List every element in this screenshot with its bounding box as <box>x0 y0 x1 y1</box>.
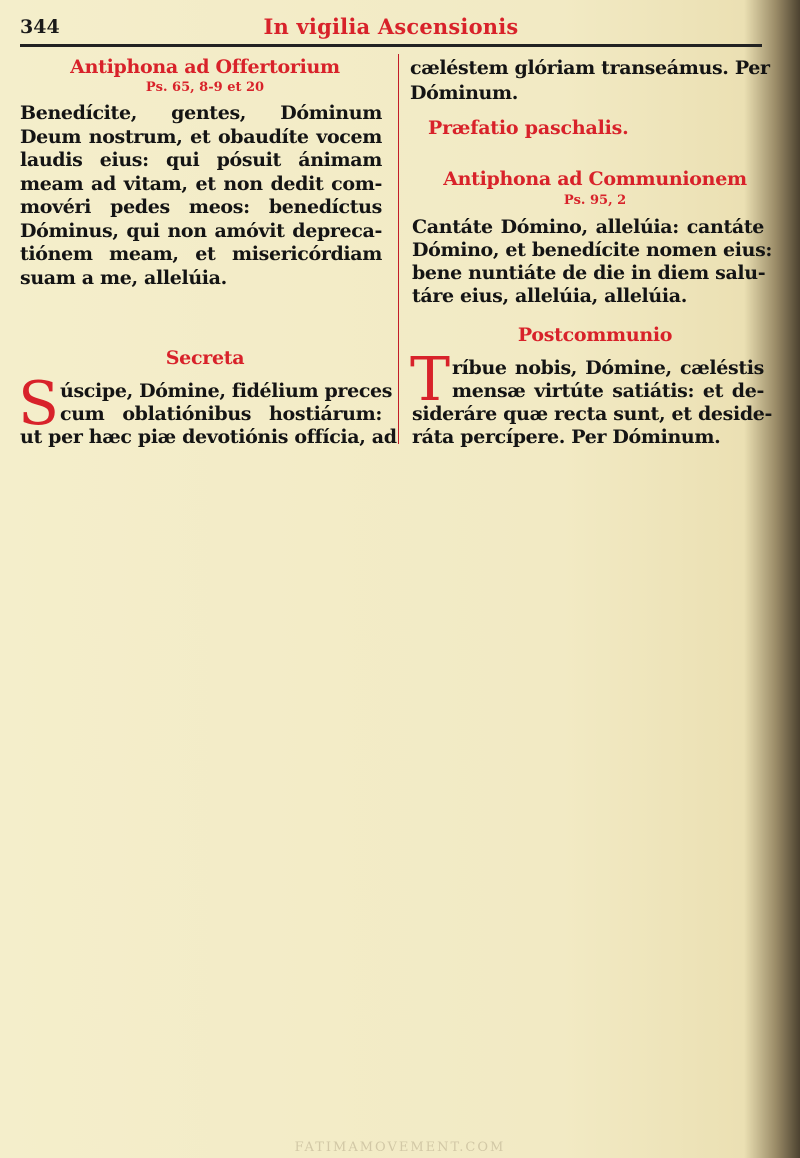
offertory-text <box>20 102 382 290</box>
text-line: ut per hæc piæ devotiónis offícia, ad <box>20 426 397 448</box>
offertory-reference: Ps. 65, 8-9 et 20 <box>145 80 265 95</box>
watermark: FATIMAMOVEMENT.COM <box>294 1140 506 1155</box>
preface-rubric: Præfatio paschalis. <box>428 117 629 139</box>
secret-drop-cap: S <box>18 369 60 439</box>
communion-reference: Ps. 95, 2 <box>563 193 627 208</box>
text-line: cum oblatiónibus hostiárum: <box>60 403 382 425</box>
text-line: ríbue nobis, Dómine, cæléstis <box>452 357 764 379</box>
secret-text <box>20 380 397 449</box>
text-line: Dóminus, qui non amóvit depreca- <box>20 219 382 242</box>
secret-heading: Secreta <box>165 347 245 369</box>
text-line: laudis eius: qui pósuit ánimam <box>20 149 382 171</box>
text-line: Benedícite, gentes, Dóminum <box>20 102 382 124</box>
text-line: ráta percípere. Per Dóminum. <box>412 426 721 448</box>
column-divider <box>398 54 399 444</box>
text-line: Dóminum. <box>410 82 519 104</box>
page-header <box>20 10 762 47</box>
text-line: mensæ virtúte satiátis: et de- <box>452 380 764 402</box>
postcommunion-drop-cap: T <box>410 345 451 415</box>
text-line: bene nuntiáte de die in diem salu- <box>412 262 766 284</box>
text-line: sideráre quæ recta sunt, et deside- <box>412 403 773 425</box>
text-line: cæléstem glóriam transeámus. Per <box>410 57 770 79</box>
text-line: Dómino, et benedícite nomen eius: <box>412 239 773 261</box>
communion-heading: Antiphona ad Communionem <box>443 168 747 190</box>
text-line: tiónem meam, et misericórdiam <box>20 243 382 265</box>
text-line: Deum nostrum, et obaudíte vocem <box>20 125 382 148</box>
text-line: Cantáte Dómino, allelúia: cantáte <box>412 216 764 238</box>
postcommunion-heading: Postcommunio <box>517 324 673 346</box>
running-title: In vigilia Ascensionis <box>263 14 519 39</box>
postcommunion-text <box>412 357 773 449</box>
text-line: movéri pedes meos: benedíctus <box>20 196 382 218</box>
text-line: úscipe, Dómine, fidélium preces <box>60 380 393 402</box>
secret-continued-text <box>410 56 770 106</box>
text-line: meam ad vitam, et non dedit com- <box>20 172 382 195</box>
communion-text <box>412 216 773 308</box>
text-line: táre eius, allelúia, allelúia. <box>412 285 687 307</box>
text-line: suam a me, allelúia. <box>20 266 227 289</box>
offertory-heading: Antiphona ad Offertorium <box>70 56 340 78</box>
page-number: 344 <box>20 16 60 38</box>
